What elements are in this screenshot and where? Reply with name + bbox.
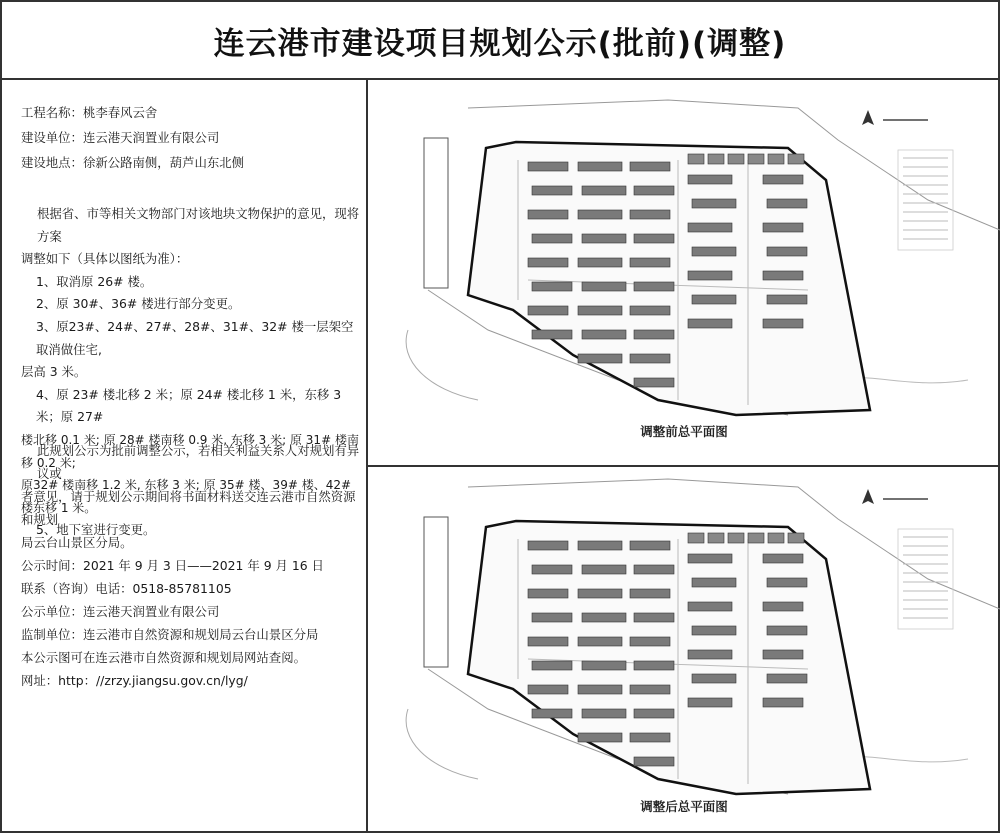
project-name: 工程名称：桃李春风云舍	[21, 105, 158, 120]
building-block	[634, 661, 674, 670]
building-block	[578, 685, 622, 694]
building-block	[688, 319, 732, 328]
building-block	[767, 578, 807, 587]
building-block	[768, 154, 784, 164]
building-block	[708, 533, 724, 543]
building-block	[528, 589, 568, 598]
building-block	[634, 234, 674, 243]
building-block	[630, 541, 670, 550]
building-block	[763, 271, 803, 280]
north-arrow	[862, 489, 874, 504]
item-line: 层高 3 米。	[21, 364, 87, 380]
contour-line	[406, 330, 478, 400]
building-block	[532, 186, 572, 195]
plans-panel	[368, 80, 1000, 833]
building-block	[528, 162, 568, 171]
building-block	[578, 733, 622, 742]
building-block	[767, 674, 807, 683]
notice-line: 网址：http：//zrzy.jiangsu.gov.cn/lyg/	[21, 673, 248, 688]
building-block	[630, 589, 670, 598]
building-block	[688, 154, 704, 164]
project-info	[21, 100, 244, 175]
river-strip	[424, 517, 448, 667]
building-block	[788, 533, 804, 543]
building-block	[634, 186, 674, 195]
contour-line	[406, 709, 478, 779]
building-block	[763, 698, 803, 707]
item-line: 原32# 楼南移 1.2 米, 东移 3 米; 原 35# 楼、39# 楼、42# 楼东移 1 米。	[21, 478, 352, 515]
building-block	[582, 234, 626, 243]
building-block	[528, 258, 568, 267]
building-block	[688, 271, 732, 280]
building-block	[634, 282, 674, 291]
builder: 建设单位：连云港天润置业有限公司	[21, 130, 220, 145]
building-block	[528, 541, 568, 550]
item-line: 3、原23#、24#、27#、28#、31#、32# 楼一层架空取消做住宅,	[36, 318, 354, 357]
building-block	[634, 709, 674, 718]
building-block	[630, 210, 670, 219]
north-arrow	[862, 110, 874, 125]
item-line: 2、原 30#、36# 楼进行部分变更。	[36, 296, 241, 312]
plan-caption: 调整前总平面图	[640, 424, 728, 439]
location: 建设地点：徐新公路南侧，葫芦山东北侧	[21, 155, 245, 170]
building-block	[788, 154, 804, 164]
building-block	[630, 637, 670, 646]
item-line: 4、原 23# 楼北移 2 米；原 24# 楼北移 1 米，东移 3 米；原 27#	[36, 386, 342, 425]
item-line: 1、取消原 26# 楼。	[36, 273, 153, 289]
building-block	[578, 589, 622, 598]
building-block	[688, 554, 732, 563]
building-block	[708, 154, 724, 164]
building-block	[528, 637, 568, 646]
building-block	[688, 533, 704, 543]
building-block	[582, 661, 626, 670]
title-bar	[2, 2, 998, 80]
building-block	[634, 565, 674, 574]
intro-line: 调整如下（具体以图纸为准）：	[21, 251, 189, 267]
building-block	[692, 199, 736, 208]
site-boundary	[468, 521, 870, 794]
plan-before	[368, 80, 1000, 465]
notice-line: 联系（咨询）电话：0518-85781105	[21, 581, 232, 596]
building-block	[532, 234, 572, 243]
building-block	[630, 685, 670, 694]
building-block	[578, 541, 622, 550]
notice-text	[21, 439, 361, 692]
building-block	[578, 210, 622, 219]
building-block	[767, 247, 807, 256]
notice-line: 公示单位：连云港天润置业有限公司	[21, 604, 220, 619]
building-block	[532, 282, 572, 291]
building-block	[688, 602, 732, 611]
building-block	[630, 733, 670, 742]
building-block	[582, 709, 626, 718]
building-block	[532, 613, 572, 622]
site-plan-drawing	[368, 467, 1000, 807]
building-block	[768, 533, 784, 543]
building-block	[692, 674, 736, 683]
legend-box	[898, 150, 953, 250]
building-block	[767, 199, 807, 208]
building-block	[634, 378, 674, 387]
building-block	[692, 626, 736, 635]
building-block	[748, 533, 764, 543]
building-block	[692, 247, 736, 256]
text-panel	[2, 80, 368, 833]
building-block	[578, 354, 622, 363]
building-block	[532, 709, 572, 718]
building-block	[728, 154, 744, 164]
notice-line: 此规划公示为批前调整公示，若相关利益关系人对规划有异议或	[37, 443, 360, 481]
river-strip	[424, 138, 448, 288]
building-block	[688, 698, 732, 707]
building-block	[688, 223, 732, 232]
building-block	[630, 306, 670, 315]
site-plan-drawing	[368, 80, 1000, 430]
building-block	[528, 306, 568, 315]
notice-line: 本公示图可在连云港市自然资源和规划局网站查阅。	[21, 650, 306, 665]
building-block	[582, 330, 626, 339]
building-block	[528, 685, 568, 694]
legend-box	[898, 529, 953, 629]
building-block	[630, 258, 670, 267]
building-block	[582, 565, 626, 574]
building-block	[767, 626, 807, 635]
building-block	[688, 650, 732, 659]
building-block	[634, 757, 674, 766]
building-block	[532, 565, 572, 574]
building-block	[763, 554, 803, 563]
building-block	[692, 295, 736, 304]
building-block	[688, 175, 732, 184]
building-block	[763, 650, 803, 659]
building-block	[578, 162, 622, 171]
building-block	[582, 186, 626, 195]
building-block	[582, 282, 626, 291]
building-block	[692, 578, 736, 587]
building-block	[630, 354, 670, 363]
notice-line: 者意见，请于规划公示期间将书面材料送交连云港市自然资源和规划	[21, 489, 356, 527]
building-block	[630, 162, 670, 171]
item-line: 楼北移 0.1 米; 原 28# 楼南移 0.9 米, 东移 3 米; 原 31# 楼南移 0.2 米;	[21, 432, 359, 470]
plan-group	[406, 479, 1000, 794]
building-block	[528, 210, 568, 219]
building-block	[582, 613, 626, 622]
plan-caption: 调整后总平面图	[640, 799, 728, 814]
building-block	[634, 330, 674, 339]
item-line: 5、地下室进行变更。	[36, 522, 156, 538]
building-block	[763, 602, 803, 611]
plan-after	[368, 467, 1000, 833]
page-title: 连云港市建设项目规划公示(批前)(调整)	[213, 25, 787, 62]
building-block	[634, 613, 674, 622]
building-block	[763, 319, 803, 328]
notice-line: 局云台山景区分局。	[21, 535, 133, 550]
building-block	[578, 306, 622, 315]
building-block	[532, 661, 572, 670]
building-block	[748, 154, 764, 164]
plan-group	[406, 100, 1000, 415]
building-block	[767, 295, 807, 304]
intro-line: 根据省、市等相关文物部门对该地块文物保护的意见，现将方案	[37, 206, 360, 244]
building-block	[763, 223, 803, 232]
building-block	[578, 637, 622, 646]
notice-line: 监制单位：连云港市自然资源和规划局云台山景区分局	[21, 627, 319, 642]
notice-line: 公示时间：2021 年 9 月 3 日——2021 年 9 月 16 日	[21, 558, 324, 573]
site-boundary	[468, 142, 870, 415]
building-block	[578, 258, 622, 267]
building-block	[532, 330, 572, 339]
building-block	[763, 175, 803, 184]
building-block	[728, 533, 744, 543]
